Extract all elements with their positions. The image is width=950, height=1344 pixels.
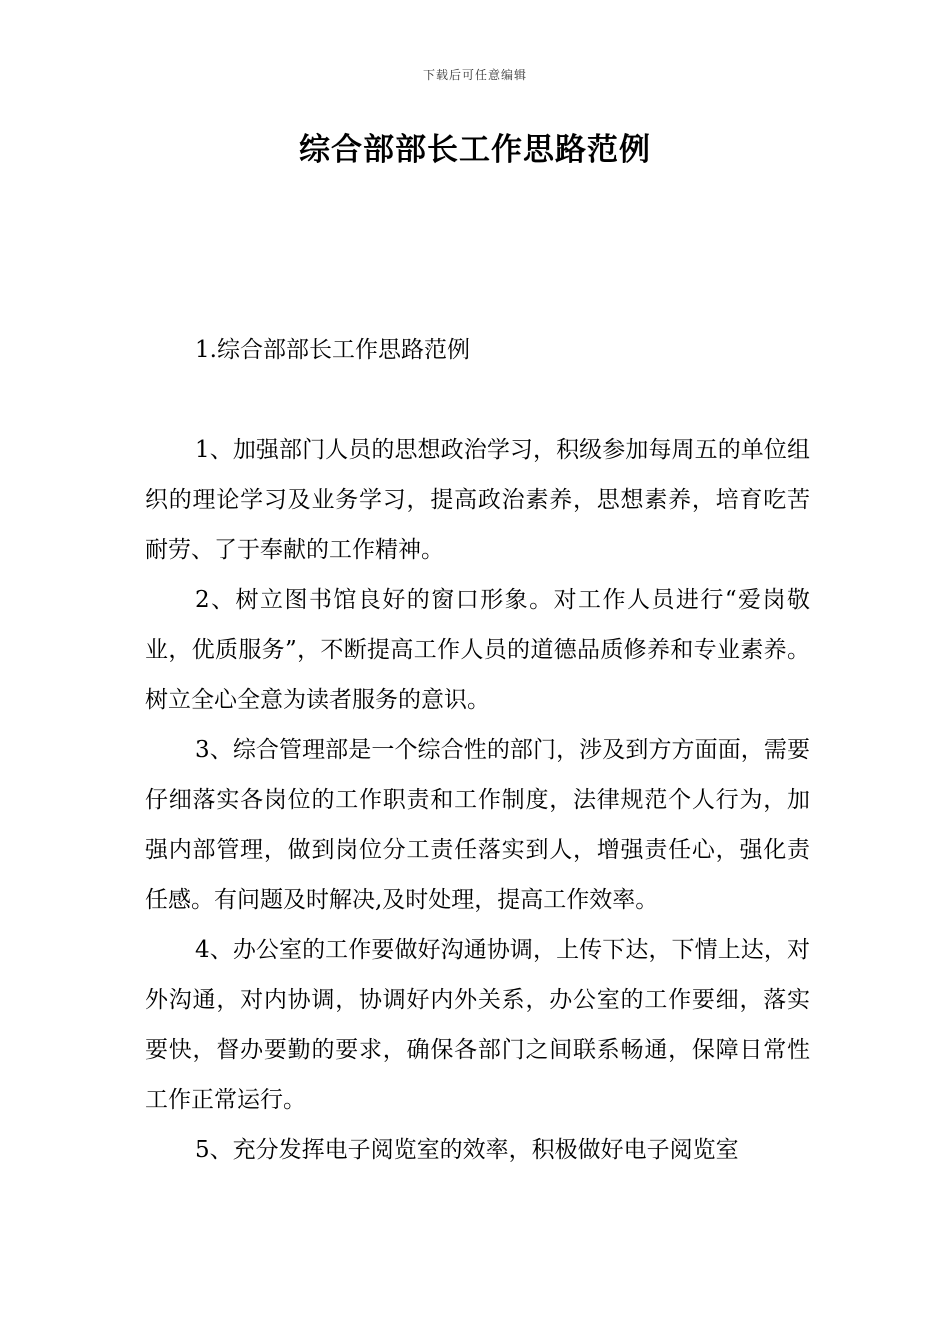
paragraph-3: 3、综合管理部是一个综合性的部门，涉及到方方面面，需要仔细落实各岗位的工作职责和工作制度，法律规范个人行为，加强内部管理，做到岗位分工责任落实到人，增强责任心，强化责任感。有问题及时解决,及时处理，提高工作效率。	[145, 737, 810, 913]
paragraph-1: 1、加强部门人员的思想政治学习，积级参加每周五的单位组织的理论学习及业务学习，提高政治素养，思想素养，培育吃苦耐劳、了于奉献的工作精神。	[145, 437, 810, 563]
paragraph-4: 4、办公室的工作要做好沟通协调，上传下达，下情上达，对外沟通，对内协调，协调好内外关系，办公室的工作要细，落实要快，督办要勤的要求，确保各部门之间联系畅通，保障日常性工作正常运行。	[145, 937, 810, 1113]
document-body	[145, 425, 810, 1175]
header-note: 下载后可任意编辑	[422, 68, 527, 82]
paragraph-2: 2、树立图书馆良好的窗口形象。对工作人员进行“爱岗敬业，优质服务”，不断提高工作人员的道德品质修养和专业素养。树立全心全意为读者服务的意识。	[145, 587, 810, 713]
section-heading: 1.综合部部长工作思路范例	[195, 337, 470, 363]
paragraph-5: 5、充分发挥电子阅览室的效率，积极做好电子阅览室	[195, 1137, 739, 1163]
document-title: 综合部部长工作思路范例	[299, 132, 651, 168]
